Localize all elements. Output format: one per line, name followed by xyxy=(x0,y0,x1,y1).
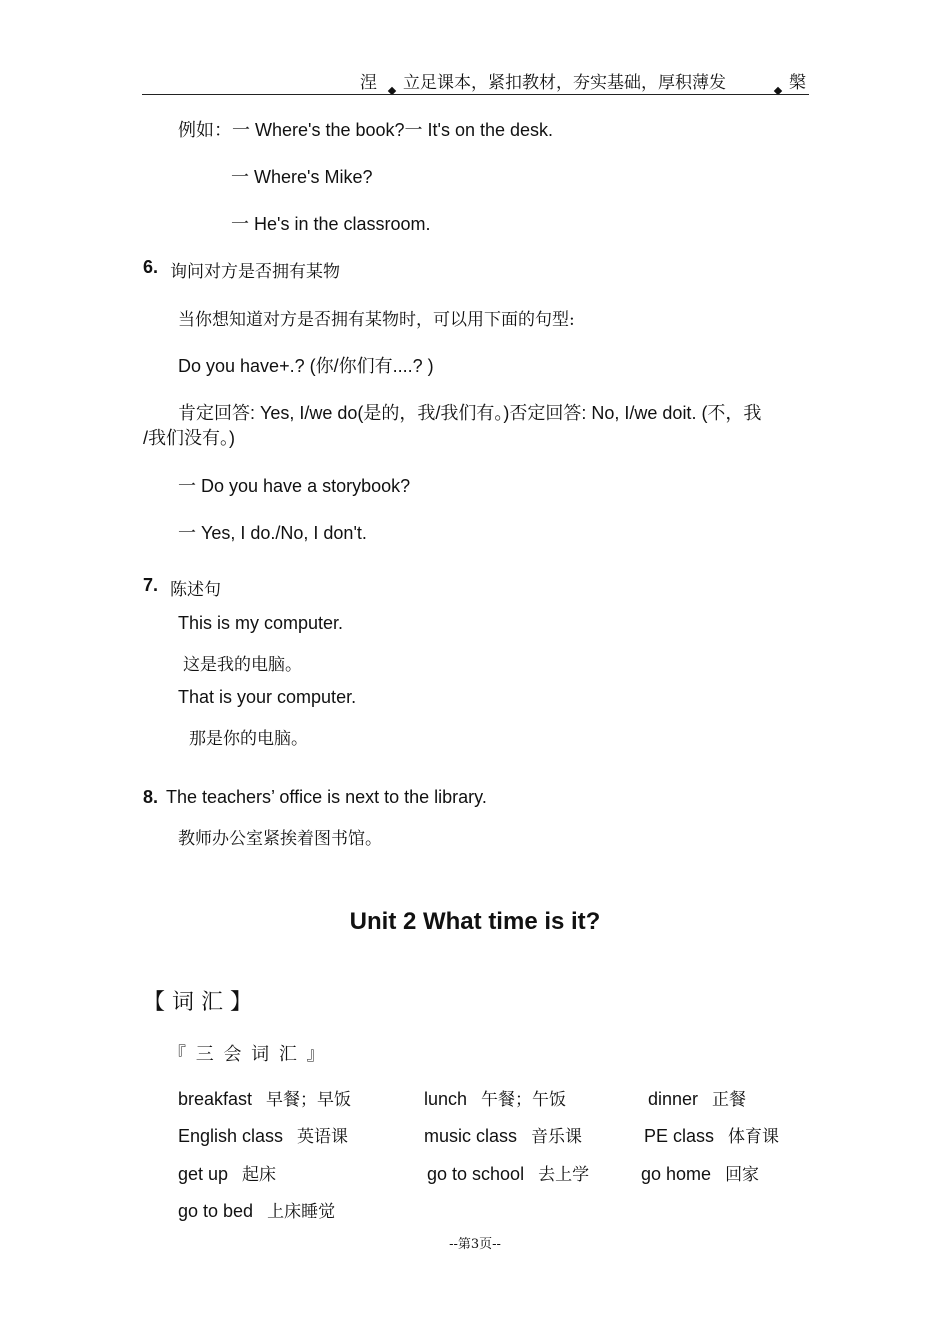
section7-title: 陈述句 xyxy=(170,580,221,600)
section6-number: 6. xyxy=(143,257,159,277)
vocab-item: go home 回家 xyxy=(641,1164,760,1185)
section7-sentence-1-cn: 这是我的电脑。 xyxy=(183,655,302,675)
section8-sentence: The teachers’ office is next to the library. xyxy=(166,787,487,807)
vocab-row-4 xyxy=(178,1197,838,1221)
section6-answer: 一 Yes, I do./No, I don't. xyxy=(178,523,367,543)
section7-sentence-1: This is my computer. xyxy=(178,613,344,633)
vocab-item: go to school 去上学 xyxy=(427,1164,590,1185)
example-line-2: 一 Where's Mike? xyxy=(231,167,373,187)
vocab-row-1 xyxy=(178,1085,838,1109)
section7-number: 7. xyxy=(143,575,159,595)
vocab-item: get up 起床 xyxy=(178,1164,277,1185)
section8-number: 8. xyxy=(143,787,159,807)
section7-sentence-2: That is your computer. xyxy=(178,687,357,707)
section6-intro: 当你想知道对方是否拥有某物时，可以用下面的句型: xyxy=(178,310,575,330)
section7-sentence-2-cn: 那是你的电脑。 xyxy=(189,729,308,749)
unit-title: Unit 2 What time is it? xyxy=(349,908,601,935)
header-rule xyxy=(142,94,809,95)
vocab-heading: 【 词 汇 】 xyxy=(143,990,252,1015)
header-left-char: 涅 xyxy=(360,73,377,93)
page-number: --第3页-- xyxy=(449,1237,501,1252)
header-right-char: 槃 xyxy=(789,73,806,93)
section6-answer-line1: 肯定回答: Yes, I/we do(是的，我/我们有。)否定回答: No, I/we doit. (不，我 xyxy=(178,403,762,423)
vocab-item: PE class 体育课 xyxy=(644,1126,780,1147)
vocab-sub-heading: 『 三 会 词 汇 』 xyxy=(168,1044,327,1065)
vocab-item: breakfast 早餐；早饭 xyxy=(178,1089,352,1110)
vocab-row-2 xyxy=(178,1122,838,1146)
section6-title: 询问对方是否拥有某物 xyxy=(170,262,340,282)
vocab-item: dinner 正餐 xyxy=(648,1089,747,1110)
example-line-3: 一 He's in the classroom. xyxy=(231,214,431,234)
vocab-item: music class 音乐课 xyxy=(424,1126,583,1147)
section8-cn: 教师办公室紧挨着图书馆。 xyxy=(178,829,382,849)
section6-pattern: Do you have+.? (你/你们有....? ) xyxy=(178,356,434,376)
vocab-item: English class 英语课 xyxy=(178,1126,349,1147)
example-line-1: 例如：一 Where's the book?一 It's on the desk. xyxy=(178,120,554,140)
vocab-item: go to bed 上床睡觉 xyxy=(178,1201,336,1222)
section6-question: 一 Do you have a storybook? xyxy=(178,476,411,496)
vocab-row-3 xyxy=(178,1160,838,1184)
section6-answer-line2: /我们没有。) xyxy=(143,428,235,448)
header-motto: 立足课本，紧扣教材，夯实基础，厚积薄发 xyxy=(403,73,726,93)
vocab-item: lunch 午餐；午饭 xyxy=(424,1089,567,1110)
